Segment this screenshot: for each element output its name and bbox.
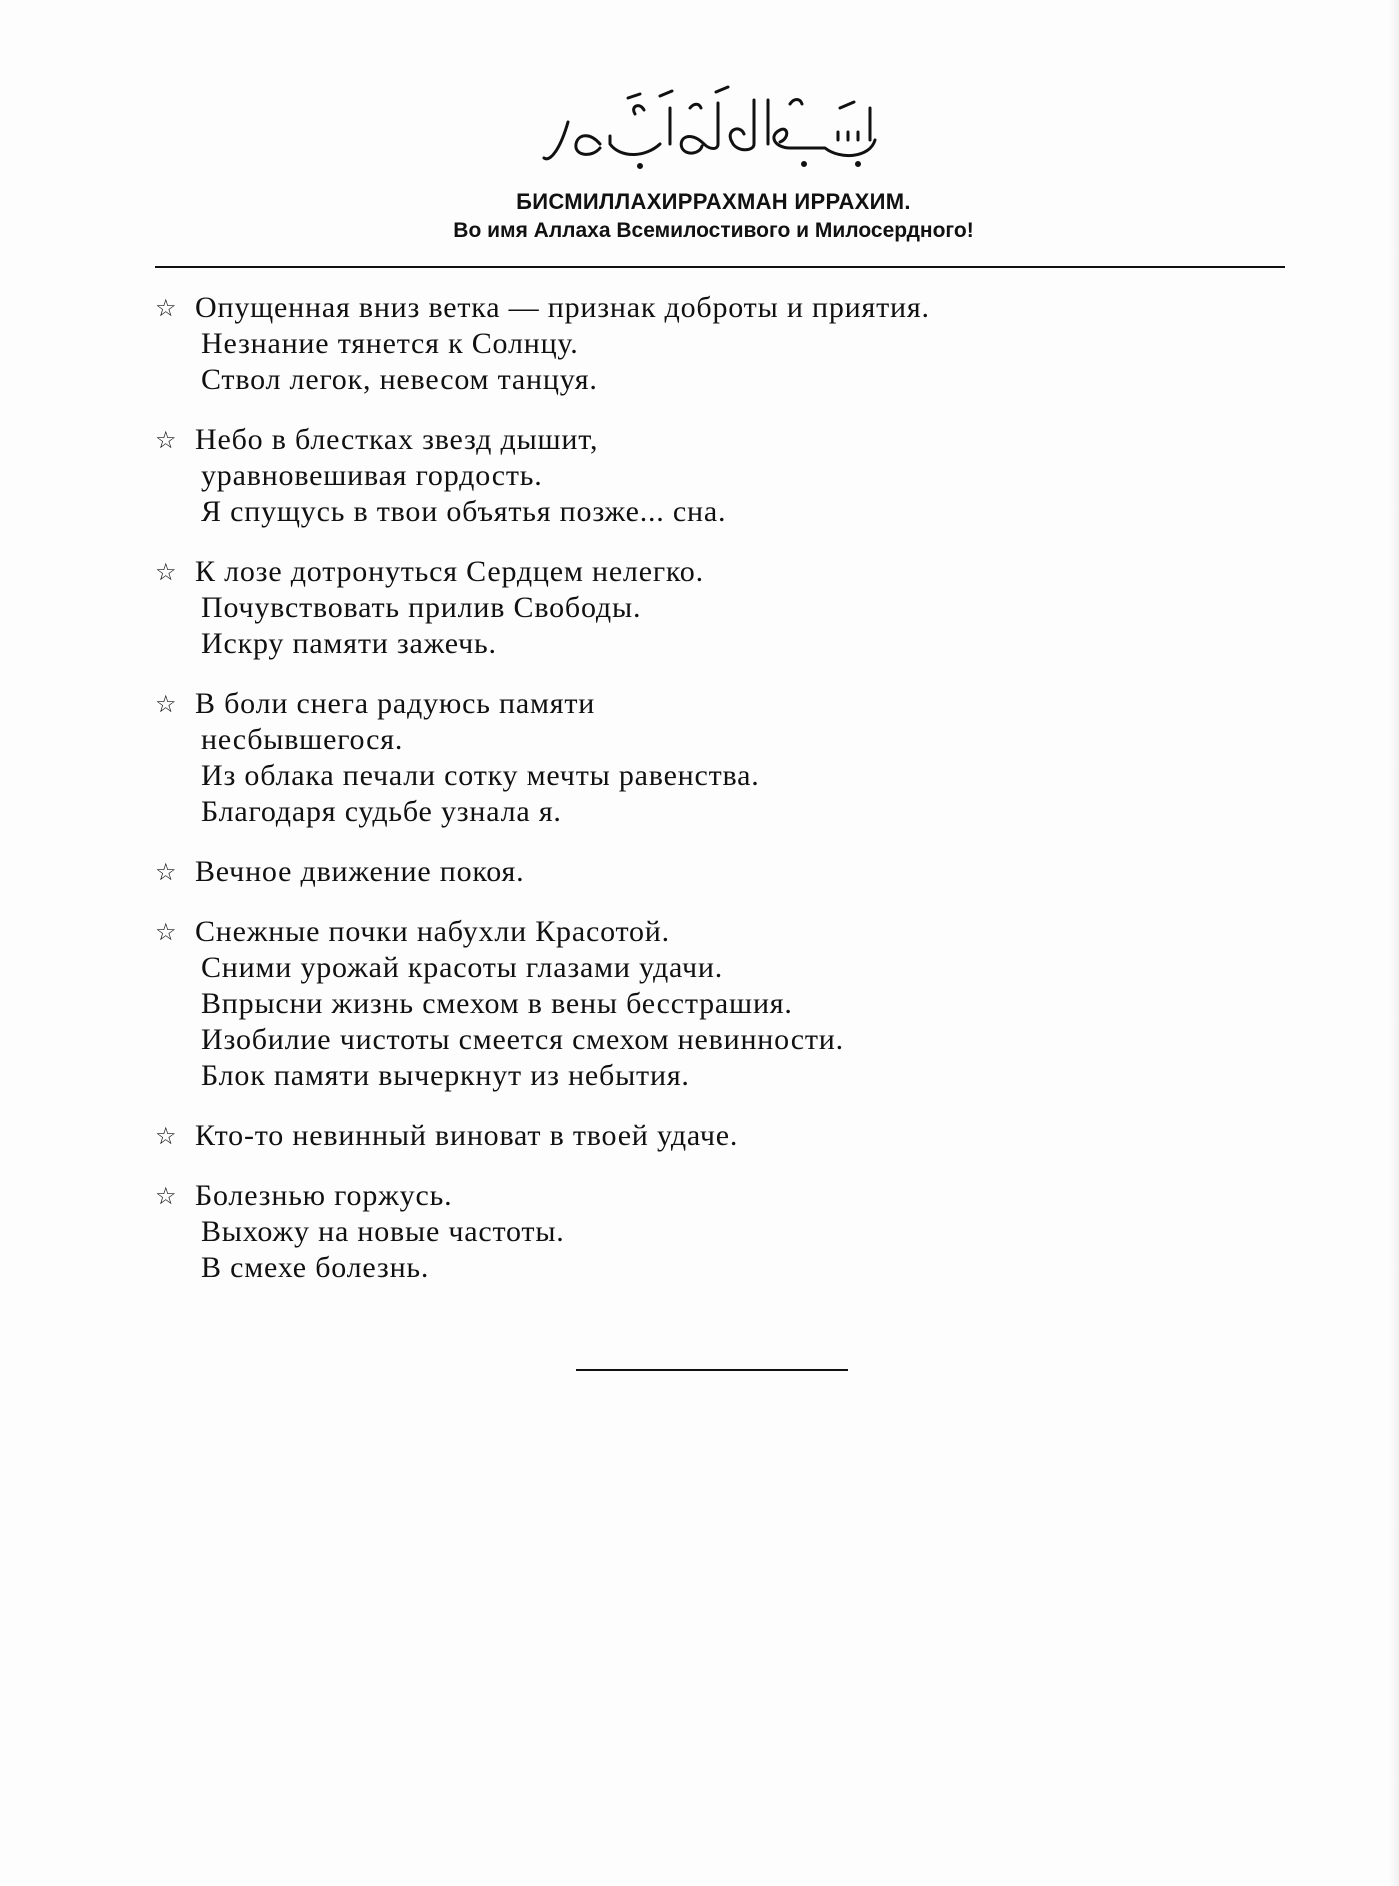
star-outline-icon: ☆ bbox=[155, 1122, 178, 1150]
stanza bbox=[153, 1118, 1253, 1154]
scan-edge-shadow bbox=[1389, 0, 1399, 1886]
star-outline-icon: ☆ bbox=[155, 558, 178, 586]
poem-line: Болезнью горжусь. bbox=[195, 1179, 453, 1212]
poem-line: В смехе болезнь. bbox=[201, 1251, 430, 1284]
poem-body bbox=[153, 290, 1253, 1310]
star-outline-icon: ☆ bbox=[155, 918, 178, 946]
page-title: БИСМИЛЛАХИРРАХМАН ИРРАХИМ. bbox=[516, 189, 911, 214]
star-outline-icon: ☆ bbox=[155, 858, 178, 886]
stanza bbox=[153, 554, 1253, 662]
stanza bbox=[153, 1178, 1253, 1286]
end-divider bbox=[576, 1369, 848, 1371]
poem-line: Незнание тянется к Солнцу. bbox=[201, 327, 579, 360]
header-divider bbox=[155, 266, 1285, 268]
poem-line: В боли снега радуюсь памяти bbox=[195, 687, 596, 720]
poem-line: уравновешивая гордость. bbox=[201, 459, 543, 492]
poem-line: несбывшегося. bbox=[201, 723, 404, 756]
stanza bbox=[153, 422, 1253, 530]
stanza bbox=[153, 290, 1253, 398]
star-outline-icon: ☆ bbox=[155, 690, 178, 718]
star-outline-icon: ☆ bbox=[155, 294, 178, 322]
poem-line: Ствол легок, невесом танцуя. bbox=[201, 363, 598, 396]
star-outline-icon: ☆ bbox=[155, 1182, 178, 1210]
poem-line: Блок памяти вычеркнут из небытия. bbox=[201, 1059, 690, 1092]
poem-line: Сними урожай красоты глазами удачи. bbox=[201, 951, 723, 984]
poem-line: Благодаря судьбе узнала я. bbox=[201, 795, 562, 828]
poem-line: Изобилие чистоты смеется смехом невинности. bbox=[201, 1023, 844, 1056]
poem-line: Снежные почки набухли Красотой. bbox=[195, 915, 670, 948]
poem-line: Небо в блестках звезд дышит, bbox=[195, 423, 599, 456]
poem-line: Опущенная вниз ветка — признак доброты и приятия. bbox=[195, 291, 930, 324]
poem-line: Я спущусь в твои объятья позже... сна. bbox=[201, 495, 727, 528]
poem-line: Из облака печали сотку мечты равенства. bbox=[201, 759, 760, 792]
poem-line: Впрысни жизнь смехом в вены бесстрашия. bbox=[201, 987, 793, 1020]
bismillah-calligraphy bbox=[540, 78, 900, 178]
page-subtitle: Во имя Аллаха Всемилостивого и Милосердного! bbox=[453, 219, 974, 242]
poem-line: Вечное движение покоя. bbox=[195, 855, 525, 888]
poem-line: К лозе дотронуться Сердцем нелегко. bbox=[195, 555, 704, 588]
star-outline-icon: ☆ bbox=[155, 426, 178, 454]
poem-line: Искру памяти зажечь. bbox=[201, 627, 497, 660]
stanza bbox=[153, 914, 1253, 1094]
poem-line: Почувствовать прилив Свободы. bbox=[201, 591, 642, 624]
poem-line: Кто-то невинный виноват в твоей удаче. bbox=[195, 1119, 739, 1152]
poem-line: Выхожу на новые частоты. bbox=[201, 1215, 565, 1248]
stanza bbox=[153, 854, 1253, 890]
stanza bbox=[153, 686, 1253, 830]
